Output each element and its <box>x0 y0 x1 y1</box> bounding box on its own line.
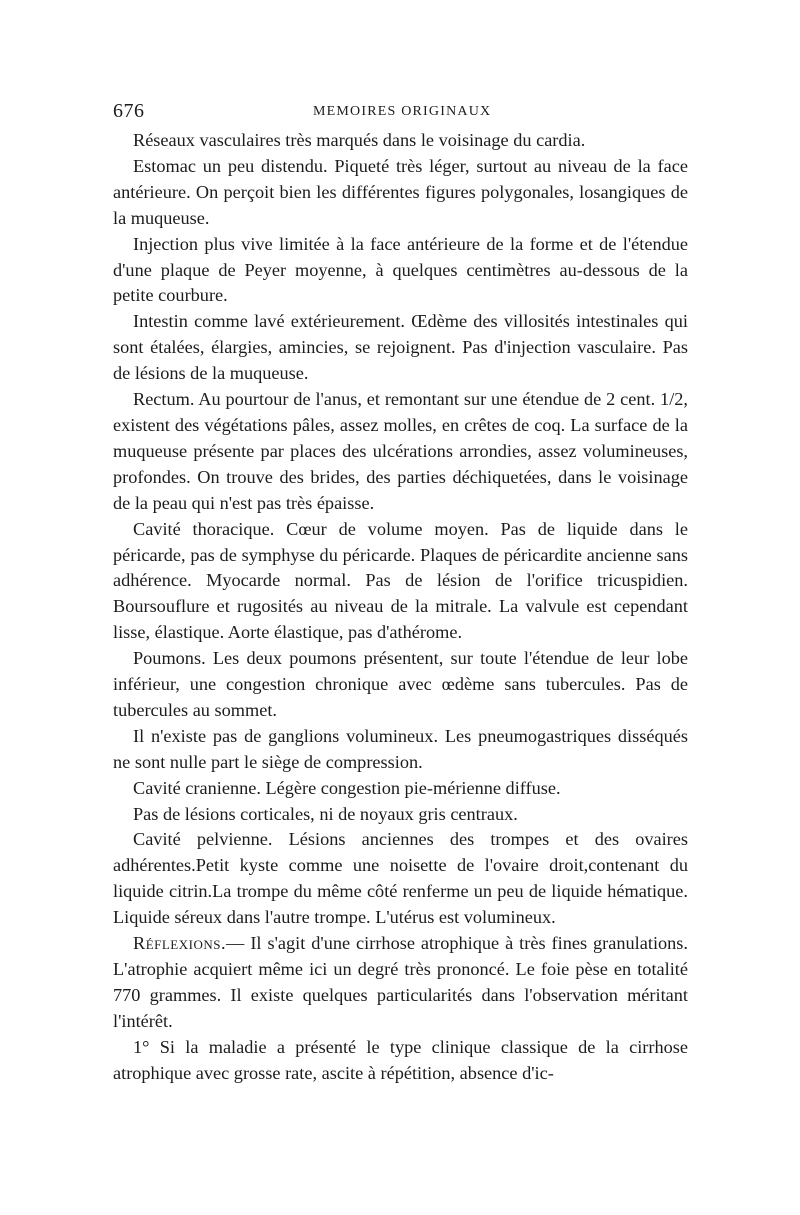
paragraph-cavite-thoracique: Cavité thoracique. Cœur de volume moyen. Pas de liquide dans le péricarde, pas de symphyse du péricarde. Plaques de péricardite ancienne sans adhérence. Myocarde normal. Pas de lésion de l'orifice tricuspidien. Boursouflure et rugosités au niveau de la mitrale. La valvule est cependant lisse, élastique. Aorte élastique, pas d'athérome. <box>113 518 688 643</box>
body-text <box>113 128 688 1087</box>
paragraph-poumons: Poumons. Les deux poumons présentent, sur toute l'étendue de leur lobe inférieur, une congestion chronique avec œdème sans tubercules. Pas de tubercules au sommet. <box>113 648 688 720</box>
reflexions-label: Réflexions. <box>133 933 227 954</box>
running-title: MEMOIRES ORIGINAUX <box>313 104 492 119</box>
reflexions-dash: — <box>226 933 245 954</box>
paragraph-ganglions: Il n'existe pas de ganglions volumineux. Les pneumogastriques disséqués ne sont nulle part le siège de compression. <box>113 725 688 772</box>
reflexions-text: Il s'agit d'une cirrhose atrophique à très fines granulations. L'atrophie acquiert même ici un degré très prononcé. Le foie pèse en totalité 770 grammes. Il existe quelques particularités dans l'observation méritant l'intérêt. <box>113 933 688 1031</box>
page-number: 676 <box>113 100 145 122</box>
paragraph-lesions-corticales: Pas de lésions corticales, ni de noyaux gris centraux. <box>133 803 518 824</box>
paragraph-reseaux: Réseaux vasculaires très marqués dans le voisinage du cardia. <box>133 130 586 150</box>
paragraph-cavite-pelvienne: Cavité pelvienne. Lésions anciennes des trompes et des ovaires adhérentes.Petit kyste comme une noisette de l'ovaire droit,contenant du liquide citrin.La trompe du même côté renferme un peu de liquide hématique. Liquide séreux dans l'autre trompe. L'utérus est volumineux. <box>113 829 688 928</box>
paragraph-point-one: 1° Si la maladie a présenté le type clinique classique de la cirrhose atrophique avec grosse rate, ascite à répétition, absence d'ic- <box>113 1036 688 1083</box>
paragraph-intestin: Intestin comme lavé extérieurement. Œdème des villosités intestinales qui sont étalées, élargies, amincies, se rejoignent. Pas d'injection vasculaire. Pas de lésions de la muqueuse. <box>113 311 688 384</box>
paragraph-cavite-cranienne: Cavité cranienne. Légère congestion pie-mérienne diffuse. <box>133 777 561 798</box>
paragraph-rectum: Rectum. Au pourtour de l'anus, et remontant sur une étendue de 2 cent. 1/2, existent des végétations pâles, assez molles, en crêtes de coq. La surface de la muqueuse présente par places des ulcérations arrondies, assez volumineuses, profondes. On trouve des brides, des parties déchiquetées, dans le voisinage de la peau qui n'est pas très épaisse. <box>113 389 688 513</box>
paragraph-estomac: Estomac un peu distendu. Piqueté très léger, surtout au niveau de la face antérieure. On perçoit bien les différentes figures polygonales, losangiques de la muqueuse. <box>113 155 688 228</box>
page-header <box>113 100 688 128</box>
paragraph-reflexions <box>113 931 688 1035</box>
paragraph-injection: Injection plus vive limitée à la face antérieure de la forme et de l'étendue d'une plaque de Peyer moyenne, à quelques centimètres au-dessous de la petite courbure. <box>113 233 688 306</box>
